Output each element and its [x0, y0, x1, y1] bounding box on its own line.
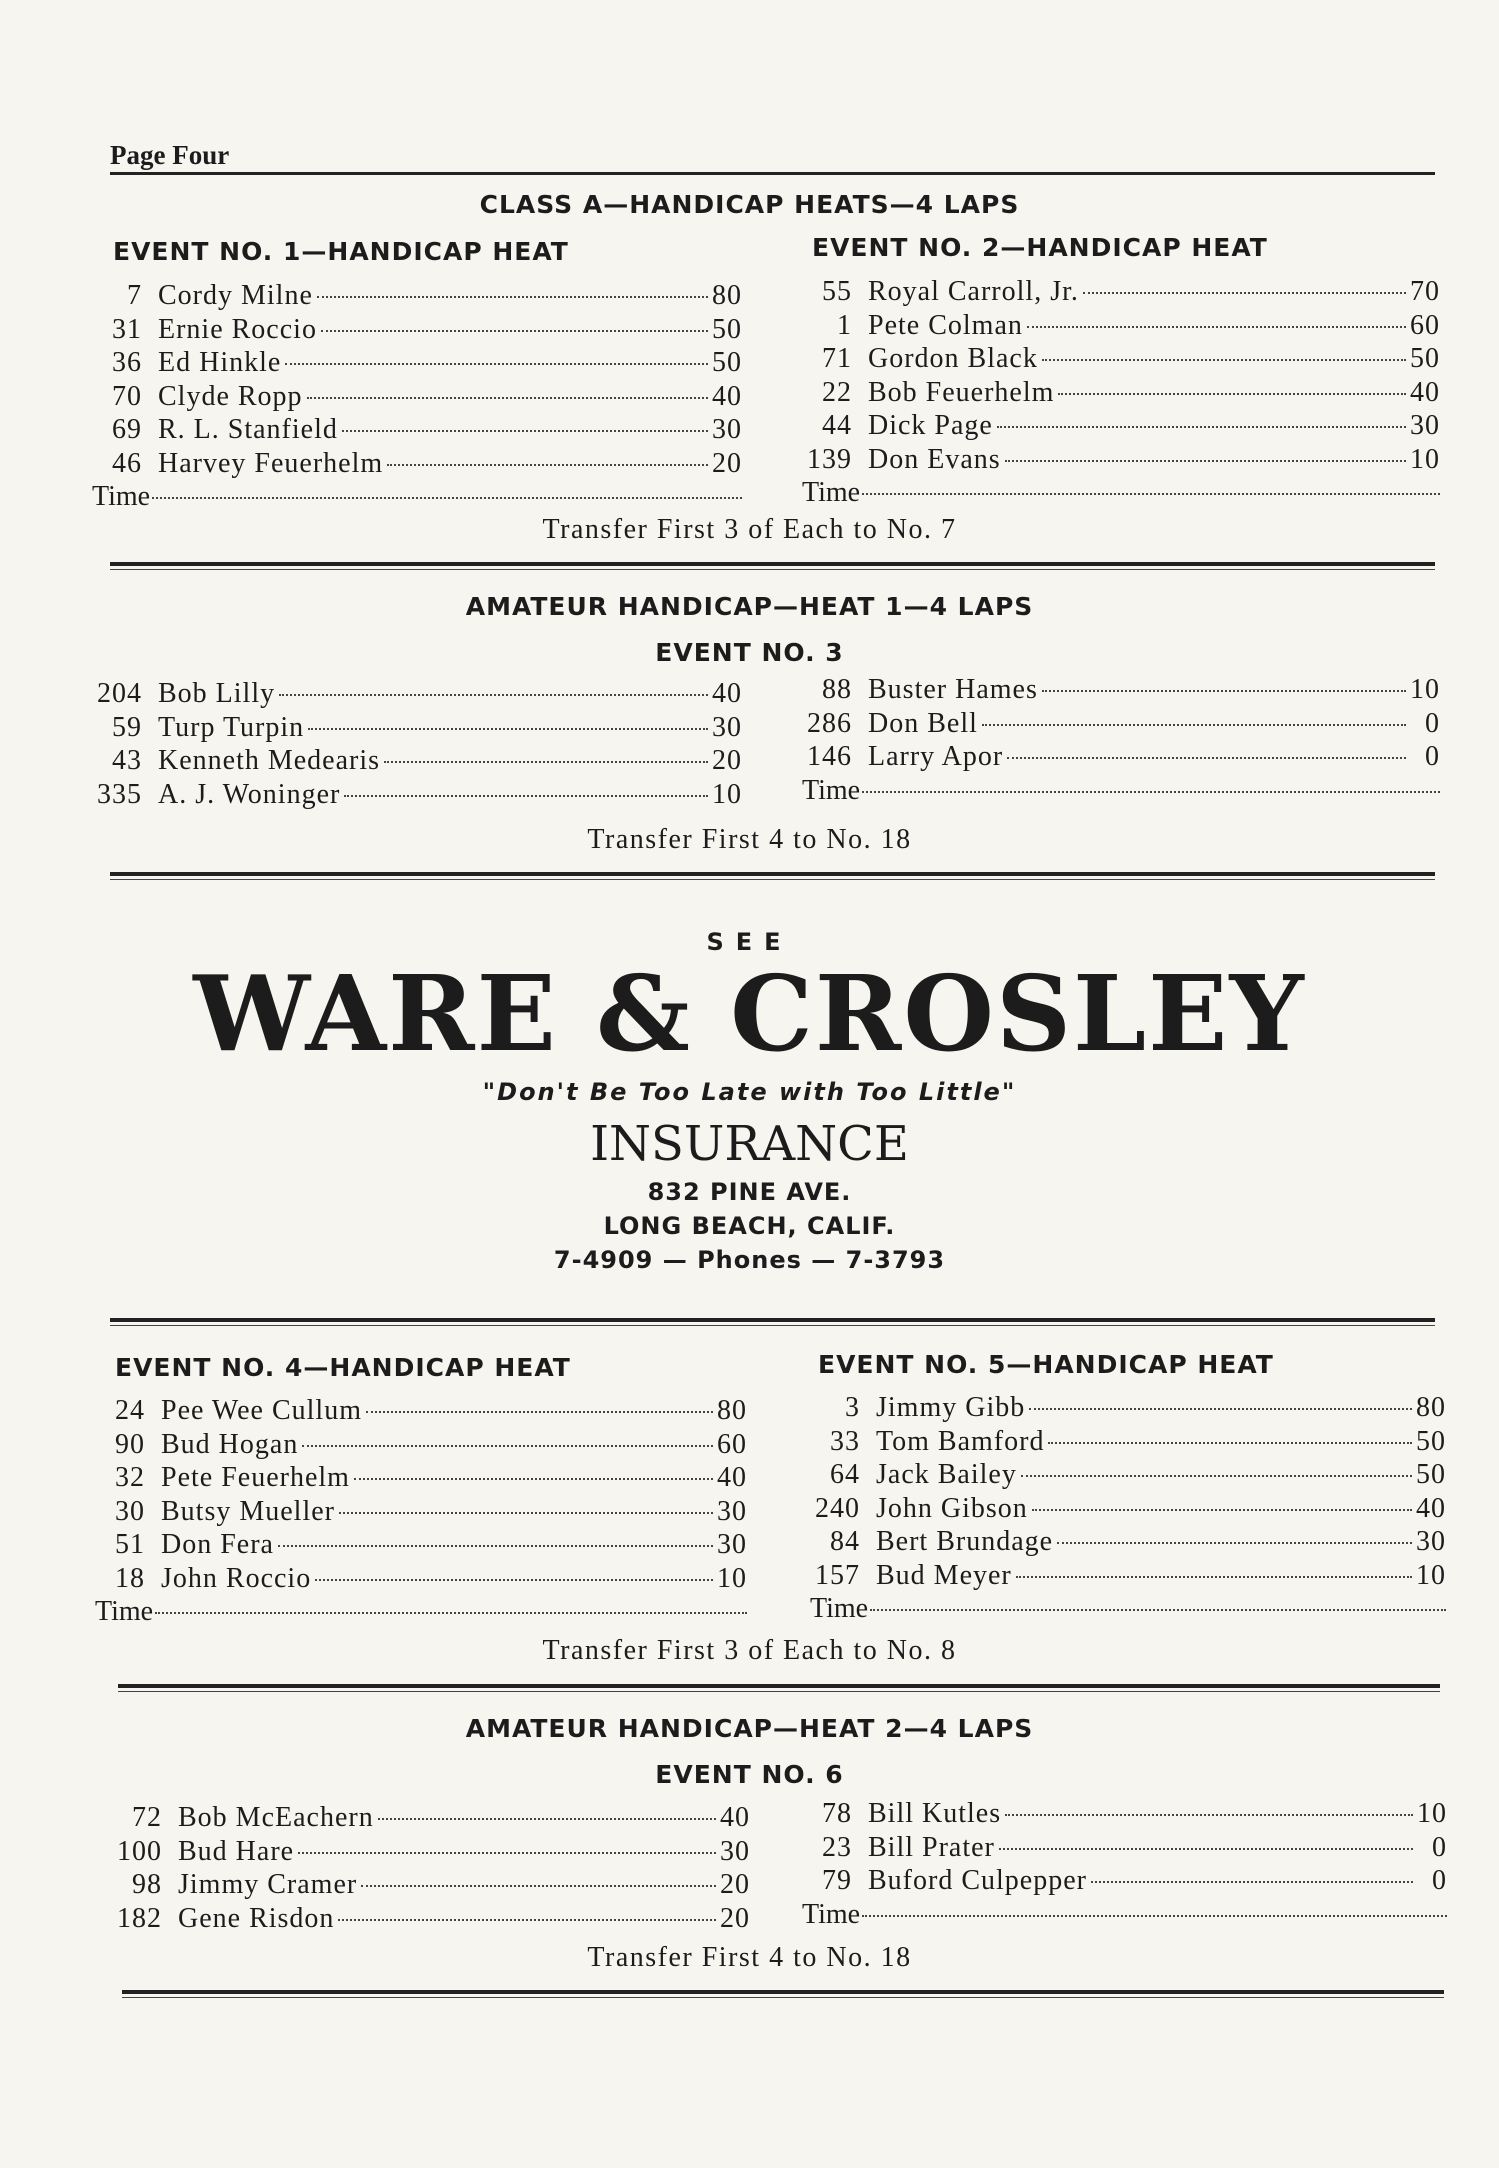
entry-row: [802, 377, 1440, 411]
ad-see: SEE: [706, 928, 793, 956]
car-number: 78: [822, 1798, 852, 1829]
car-number: 204: [97, 678, 142, 709]
dot-leader: [1032, 1509, 1412, 1511]
driver-name: Turp Turpin: [158, 711, 305, 743]
entry-row: [802, 1832, 1447, 1866]
ad-phones: 7-4909 — Phones — 7-3793: [553, 1246, 946, 1274]
entry-row: [95, 1395, 747, 1429]
transfer-note: Transfer First 3 of Each to No. 7: [542, 514, 957, 545]
event2-entries: [802, 276, 1440, 511]
dot-leader: [285, 363, 708, 365]
dot-leader: [1007, 757, 1406, 759]
entry-row: [112, 1869, 750, 1903]
time-row: [95, 1596, 747, 1630]
driver-name: Ed Hinkle: [158, 347, 282, 378]
handicap-points: 80: [717, 1395, 747, 1426]
car-number: 3: [845, 1392, 860, 1423]
entry-row: [802, 444, 1440, 478]
dot-leader: [321, 330, 708, 332]
handicap-points: 60: [1410, 309, 1440, 341]
entry-row: [802, 276, 1440, 310]
transfer-note: Transfer First 4 to No. 18: [587, 1942, 912, 1973]
driver-name: Tom Bamford: [876, 1425, 1045, 1457]
entry-row: [92, 381, 742, 415]
car-number: 24: [115, 1395, 145, 1426]
car-number: 1: [837, 309, 852, 341]
dot-leader: [1083, 292, 1406, 294]
entry-row: [112, 1903, 750, 1937]
car-number: 18: [115, 1562, 145, 1594]
handicap-points: 30: [717, 1529, 747, 1560]
driver-name: Dick Page: [868, 410, 993, 441]
handicap-points: 30: [720, 1835, 750, 1867]
entry-row: [802, 343, 1440, 377]
event6-title: EVENT NO. 6: [655, 1760, 844, 1789]
dot-leader: [1016, 1576, 1412, 1578]
car-number: 46: [112, 447, 142, 479]
driver-name: Don Bell: [868, 707, 978, 739]
event6-right-entries: [802, 1798, 1447, 1932]
driver-name: John Roccio: [161, 1562, 312, 1594]
event4-title: EVENT NO. 4—HANDICAP HEAT: [115, 1353, 571, 1382]
entry-row: [802, 708, 1440, 742]
time-row: [810, 1593, 1446, 1627]
entry-row: [810, 1459, 1446, 1493]
handicap-points: 0: [1432, 1865, 1447, 1896]
handicap-points: 10: [1417, 1798, 1447, 1829]
car-number: 23: [822, 1831, 852, 1863]
handicap-points: 10: [712, 778, 742, 810]
event5-entries: [810, 1392, 1446, 1627]
dot-leader: [361, 1885, 716, 1887]
car-number: 90: [115, 1428, 145, 1460]
entry-row: [92, 347, 742, 381]
handicap-points: 10: [1416, 1559, 1446, 1591]
handicap-points: 40: [720, 1802, 750, 1833]
entry-row: [92, 280, 742, 314]
car-number: 146: [807, 741, 852, 772]
dot-leader: [862, 1915, 1447, 1917]
time-row: [802, 477, 1440, 511]
dot-leader: [1042, 359, 1406, 361]
dot-leader: [982, 724, 1406, 726]
entry-row: [810, 1526, 1446, 1560]
handicap-points: 0: [1432, 1831, 1447, 1863]
ad-city: LONG BEACH, CALIF.: [603, 1212, 896, 1240]
car-number: 32: [115, 1462, 145, 1493]
dot-leader: [862, 791, 1440, 793]
entry-row: [112, 1836, 750, 1870]
driver-name: Gene Risdon: [178, 1902, 335, 1934]
dot-leader: [387, 464, 708, 466]
transfer-note: Transfer First 4 to No. 18: [587, 824, 912, 855]
dot-leader: [1021, 1475, 1412, 1477]
handicap-points: 50: [1416, 1459, 1446, 1490]
page-label: Page Four: [110, 140, 230, 170]
driver-name: Pete Colman: [868, 309, 1023, 341]
section-rule: [122, 1990, 1444, 1998]
driver-name: Jack Bailey: [876, 1459, 1017, 1490]
handicap-points: 0: [1425, 707, 1440, 739]
dot-leader: [1091, 1881, 1413, 1883]
dot-leader: [378, 1818, 716, 1820]
driver-name: Pee Wee Cullum: [161, 1395, 362, 1426]
entry-row: [92, 779, 742, 813]
handicap-points: 50: [1410, 343, 1440, 374]
driver-name: Bill Prater: [868, 1831, 995, 1863]
driver-name: Clyde Ropp: [158, 380, 303, 412]
car-number: 71: [822, 343, 852, 374]
driver-name: Buford Culpepper: [868, 1865, 1087, 1896]
car-number: 59: [112, 711, 142, 743]
entry-row: [802, 741, 1440, 775]
dot-leader: [344, 795, 708, 797]
handicap-points: 20: [712, 745, 742, 776]
handicap-points: 30: [717, 1495, 747, 1527]
section-rule: [110, 872, 1435, 880]
driver-name: Buster Hames: [868, 674, 1038, 705]
entry-row: [95, 1429, 747, 1463]
car-number: 84: [830, 1526, 860, 1557]
dot-leader: [1048, 1442, 1412, 1444]
header-rule: [110, 172, 1435, 175]
entry-row: [802, 410, 1440, 444]
amateur-heat1-heading: AMATEUR HANDICAP—HEAT 1—4 LAPS: [465, 592, 1034, 621]
time-label: Time: [810, 1593, 869, 1624]
driver-name: Bud Hogan: [161, 1428, 299, 1460]
entry-row: [92, 448, 742, 482]
ad-address: 832 PINE AVE.: [647, 1178, 852, 1206]
event1-title: EVENT NO. 1—HANDICAP HEAT: [113, 237, 569, 266]
car-number: 88: [822, 674, 852, 705]
section-rule: [110, 1318, 1435, 1326]
entry-row: [802, 674, 1440, 708]
handicap-points: 40: [712, 678, 742, 709]
ad-slogan: "Don't Be Too Late with Too Little": [482, 1078, 1017, 1106]
dot-leader: [1029, 1408, 1412, 1410]
entry-row: [92, 314, 742, 348]
entry-row: [810, 1426, 1446, 1460]
handicap-points: 40: [1416, 1492, 1446, 1524]
entry-row: [810, 1392, 1446, 1426]
event6-left-entries: [112, 1802, 750, 1936]
car-number: 69: [112, 414, 142, 445]
dot-leader: [315, 1579, 713, 1581]
handicap-points: 10: [1410, 443, 1440, 475]
entry-row: [112, 1802, 750, 1836]
dot-leader: [152, 497, 742, 499]
entry-row: [95, 1496, 747, 1530]
entry-row: [802, 310, 1440, 344]
dot-leader: [279, 694, 708, 696]
driver-name: Larry Apor: [868, 741, 1004, 772]
advertisement: [0, 928, 1499, 1274]
driver-name: A. J. Woninger: [158, 778, 341, 810]
event3-title: EVENT NO. 3: [655, 638, 844, 667]
driver-name: Bud Hare: [178, 1835, 295, 1867]
car-number: 33: [830, 1425, 860, 1457]
driver-name: R. L. Stanfield: [158, 414, 338, 445]
ad-company-name: WARE & CROSLEY: [193, 952, 1306, 1075]
entry-row: [92, 712, 742, 746]
transfer-note: Transfer First 3 of Each to No. 8: [542, 1635, 957, 1666]
dot-leader: [307, 397, 708, 399]
time-row: [92, 481, 742, 515]
dot-leader: [338, 1919, 716, 1921]
section-rule: [118, 1684, 1440, 1692]
car-number: 286: [807, 707, 852, 739]
class-a-heading: CLASS A—HANDICAP HEATS—4 LAPS: [479, 190, 1020, 219]
handicap-points: 10: [1410, 674, 1440, 705]
section-rule: [110, 562, 1435, 570]
time-row: [802, 775, 1440, 809]
entry-row: [95, 1462, 747, 1496]
car-number: 72: [132, 1802, 162, 1833]
entry-row: [802, 1798, 1447, 1832]
time-label: Time: [802, 1898, 861, 1930]
car-number: 43: [112, 745, 142, 776]
dot-leader: [999, 1848, 1413, 1850]
handicap-points: 30: [712, 414, 742, 445]
handicap-points: 70: [1410, 276, 1440, 307]
time-label: Time: [95, 1596, 154, 1627]
handicap-points: 30: [1410, 410, 1440, 441]
entry-row: [802, 1865, 1447, 1899]
entry-row: [810, 1560, 1446, 1594]
car-number: 79: [822, 1865, 852, 1896]
car-number: 22: [822, 376, 852, 408]
dot-leader: [1005, 1814, 1413, 1816]
car-number: 36: [112, 347, 142, 378]
car-number: 100: [117, 1835, 162, 1867]
event5-title: EVENT NO. 5—HANDICAP HEAT: [818, 1350, 1274, 1379]
dot-leader: [155, 1612, 747, 1614]
driver-name: Bob McEachern: [178, 1802, 374, 1833]
car-number: 139: [807, 443, 852, 475]
dot-leader: [339, 1512, 713, 1514]
handicap-points: 50: [712, 347, 742, 378]
driver-name: Gordon Black: [868, 343, 1038, 374]
dot-leader: [302, 1445, 713, 1447]
car-number: 64: [830, 1459, 860, 1490]
handicap-points: 30: [1416, 1526, 1446, 1557]
car-number: 7: [127, 280, 142, 311]
car-number: 55: [822, 276, 852, 307]
entry-row: [92, 678, 742, 712]
dot-leader: [1058, 393, 1406, 395]
car-number: 240: [815, 1492, 860, 1524]
handicap-points: 40: [712, 380, 742, 412]
dot-leader: [384, 761, 708, 763]
dot-leader: [298, 1852, 716, 1854]
event2-title: EVENT NO. 2—HANDICAP HEAT: [812, 233, 1268, 262]
handicap-points: 30: [712, 711, 742, 743]
dot-leader: [1005, 460, 1406, 462]
entry-row: [810, 1493, 1446, 1527]
time-label: Time: [802, 774, 861, 806]
handicap-points: 10: [717, 1562, 747, 1594]
dot-leader: [870, 1609, 1446, 1611]
handicap-points: 40: [717, 1462, 747, 1493]
dot-leader: [1027, 326, 1406, 328]
driver-name: Bert Brundage: [876, 1526, 1054, 1557]
handicap-points: 20: [720, 1902, 750, 1934]
car-number: 335: [97, 778, 142, 810]
handicap-points: 40: [1410, 376, 1440, 408]
driver-name: Bill Kutles: [868, 1798, 1002, 1829]
car-number: 30: [115, 1495, 145, 1527]
dot-leader: [278, 1545, 713, 1547]
driver-name: Kenneth Medearis: [158, 745, 381, 776]
handicap-points: 20: [712, 447, 742, 479]
dot-leader: [342, 430, 708, 432]
handicap-points: 60: [717, 1428, 747, 1460]
driver-name: Don Fera: [161, 1529, 274, 1560]
car-number: 31: [112, 313, 142, 345]
dot-leader: [317, 296, 708, 298]
car-number: 157: [815, 1559, 860, 1591]
car-number: 98: [132, 1869, 162, 1900]
car-number: 44: [822, 410, 852, 441]
driver-name: Bob Feuerhelm: [868, 376, 1055, 408]
handicap-points: 0: [1425, 741, 1440, 772]
time-row: [802, 1899, 1447, 1933]
car-number: 70: [112, 380, 142, 412]
handicap-points: 80: [1416, 1392, 1446, 1423]
event4-entries: [95, 1395, 747, 1630]
driver-name: Ernie Roccio: [158, 313, 317, 345]
time-label: Time: [802, 477, 861, 508]
handicap-points: 50: [712, 313, 742, 345]
dot-leader: [1057, 1542, 1412, 1544]
dot-leader: [308, 728, 708, 730]
dot-leader: [862, 493, 1440, 495]
entry-row: [92, 745, 742, 779]
driver-name: Cordy Milne: [158, 280, 313, 311]
driver-name: Royal Carroll, Jr.: [868, 276, 1079, 307]
ad-insurance: INSURANCE: [590, 1116, 909, 1172]
handicap-points: 80: [712, 280, 742, 311]
dot-leader: [366, 1411, 713, 1413]
handicap-points: 20: [720, 1869, 750, 1900]
event3-left-entries: [92, 678, 742, 812]
car-number: 51: [115, 1529, 145, 1560]
time-label: Time: [92, 481, 151, 512]
amateur-heat2-heading: AMATEUR HANDICAP—HEAT 2—4 LAPS: [465, 1714, 1034, 1743]
driver-name: Pete Feuerhelm: [161, 1462, 350, 1493]
driver-name: John Gibson: [876, 1492, 1028, 1524]
driver-name: Jimmy Cramer: [178, 1869, 358, 1900]
event1-entries: [92, 280, 742, 515]
driver-name: Bud Meyer: [876, 1559, 1012, 1591]
driver-name: Don Evans: [868, 443, 1001, 475]
entry-row: [95, 1563, 747, 1597]
entry-row: [95, 1529, 747, 1563]
car-number: 182: [117, 1902, 162, 1934]
dot-leader: [354, 1478, 713, 1480]
driver-name: Harvey Feuerhelm: [158, 447, 384, 479]
handicap-points: 50: [1416, 1425, 1446, 1457]
dot-leader: [1042, 690, 1406, 692]
dot-leader: [997, 426, 1406, 428]
driver-name: Jimmy Gibb: [876, 1392, 1026, 1423]
driver-name: Butsy Mueller: [161, 1495, 335, 1527]
entry-row: [92, 414, 742, 448]
driver-name: Bob Lilly: [158, 678, 276, 709]
event3-right-entries: [802, 674, 1440, 808]
